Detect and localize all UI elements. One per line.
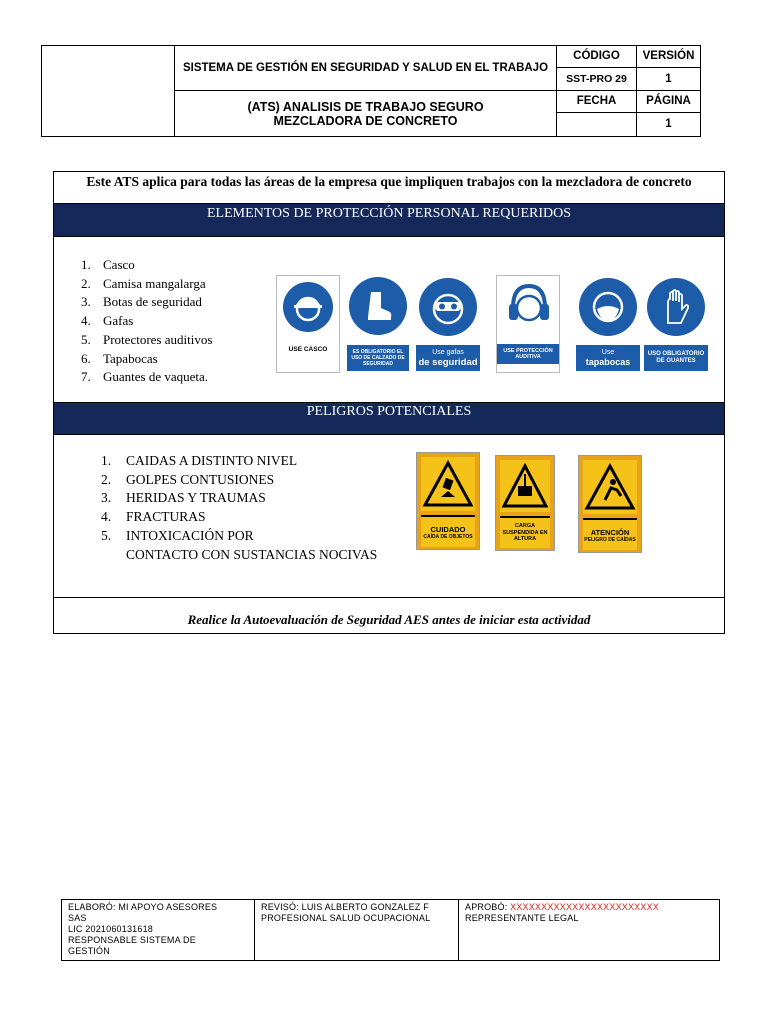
- sign-guantes: [644, 275, 708, 373]
- list-item: 1. CAIDAS A DISTINTO NIVEL: [101, 453, 298, 468]
- pagina-value: 1: [665, 118, 672, 130]
- safety-boot-icon: [349, 277, 407, 335]
- system-title: SISTEMA DE GESTIÓN EN SEGURIDAD Y SALUD EN EL TRABAJO: [175, 46, 557, 91]
- epp-heading: ELEMENTOS DE PROTECCIÓN PERSONAL REQUERIDOS: [54, 204, 724, 237]
- list-item: 1. Casco: [81, 257, 135, 272]
- gloves-icon: [647, 278, 705, 336]
- elaboro-line: RESPONSABLE SISTEMA DE: [68, 935, 196, 945]
- sign-carga-suspendida: [495, 455, 555, 551]
- sign-tapabocas: [576, 275, 640, 373]
- reviso-line: REVISÓ: LUIS ALBERTO GONZALEZ F: [261, 902, 429, 912]
- sign-label: CUIDADO CAÍDA DE OBJETOS: [421, 515, 475, 547]
- falling-objects-icon: [421, 457, 475, 511]
- logo-cell: [42, 46, 175, 136]
- list-item: 4. FRACTURAS: [101, 509, 206, 525]
- reviso-cell: [255, 900, 459, 960]
- sign-label: USE PROTECCIÓN AUDITIVA: [497, 344, 559, 364]
- sign-label: USE CASCO: [288, 346, 328, 353]
- list-item: 3. HERIDAS Y TRAUMAS: [101, 490, 266, 506]
- fall-hazard-icon: [583, 460, 637, 514]
- reviso-line: PROFESIONAL SALUD OCUPACIONAL: [261, 913, 431, 923]
- aprobo-cell: [459, 900, 719, 960]
- sign-use-casco: [276, 275, 340, 373]
- elaboro-line: ELABORÓ: MI APOYO ASESORES: [68, 902, 218, 912]
- elaboro-cell: [62, 900, 255, 960]
- suspended-load-icon: [500, 460, 550, 512]
- list-item: 3. Botas de seguridad: [81, 294, 202, 310]
- list-item: 7. Guantes de vaqueta.: [81, 369, 209, 385]
- hazards-heading: PELIGROS POTENCIALES: [54, 402, 724, 435]
- list-item: 6. Tapabocas: [81, 350, 158, 366]
- codigo-label: CÓDIGO: [557, 46, 637, 68]
- footer-note: Realice la Autoevaluación de Seguridad AES antes de iniciar esta actividad: [54, 597, 724, 633]
- codigo-value: SST-PRO 29: [557, 68, 637, 91]
- sign-peligro-caidas: [578, 455, 642, 553]
- sign-gafas: [416, 275, 480, 373]
- elaboro-line: LIC 2021060131618: [68, 924, 153, 934]
- epp-list: [81, 256, 212, 387]
- fecha-label: FECHA: [557, 91, 637, 113]
- hazards-list: [101, 452, 377, 564]
- sign-label: USO OBLIGATORIO DE GUANTES: [644, 345, 708, 371]
- safety-goggles-icon: [419, 278, 477, 336]
- hard-hat-icon: [283, 282, 333, 332]
- aprobo-value: XXXXXXXXXXXXXXXXXXXXXXXX: [510, 902, 659, 912]
- sign-caida-objetos: [416, 452, 480, 550]
- list-item: 5. INTOXICACIÓN POR: [101, 527, 254, 543]
- sign-label: CARGA SUSPENDIDA EN ALTURA: [500, 516, 550, 548]
- version-label: VERSIÓN: [637, 46, 700, 68]
- list-item: 5. Protectores auditivos: [81, 331, 213, 347]
- sign-label: Use tapabocas: [576, 345, 640, 371]
- document-header-table: [41, 45, 701, 137]
- sign-label: ATENCIÓN PELIGRO DE CAÍDAS: [583, 518, 637, 550]
- sign-proteccion-auditiva: [496, 275, 560, 373]
- elaboro-line: SAS: [68, 913, 87, 923]
- elaboro-line: GESTIÓN: [68, 946, 110, 956]
- version-value: 1: [637, 68, 700, 91]
- sign-calzado: [347, 275, 409, 373]
- aprobo-role: REPRESENTANTE LEGAL: [465, 913, 579, 923]
- list-item: CONTACTO CON SUSTANCIAS NOCIVAS: [126, 546, 378, 562]
- aprobo-line: APROBÓ: XXXXXXXXXXXXXXXXXXXXXXXX: [465, 902, 659, 912]
- sign-label: ES OBLIGATORIO EL USO DE CALZADO DE SEGURIDAD: [347, 345, 409, 371]
- face-mask-icon: [579, 278, 637, 336]
- signature-table: [61, 899, 720, 961]
- document-title: (ATS) ANALISIS DE TRABAJO SEGURO MEZCLADORA DE CONCRETO: [175, 91, 557, 136]
- ats-main-box: [53, 171, 725, 634]
- sign-label: Use gafas de seguridad: [416, 345, 480, 371]
- pagina-label: PÁGINA: [637, 91, 700, 113]
- list-item: 2. Camisa mangalarga: [81, 275, 206, 291]
- intro-text: Este ATS aplica para todas las áreas de la empresa que impliquen trabajos con la mezcladora de concreto: [54, 172, 724, 204]
- list-item: 2. GOLPES CONTUSIONES: [101, 471, 275, 487]
- fecha-value: [557, 113, 637, 136]
- list-item: 4. Gafas: [81, 313, 134, 329]
- ear-protection-icon: [505, 282, 553, 334]
